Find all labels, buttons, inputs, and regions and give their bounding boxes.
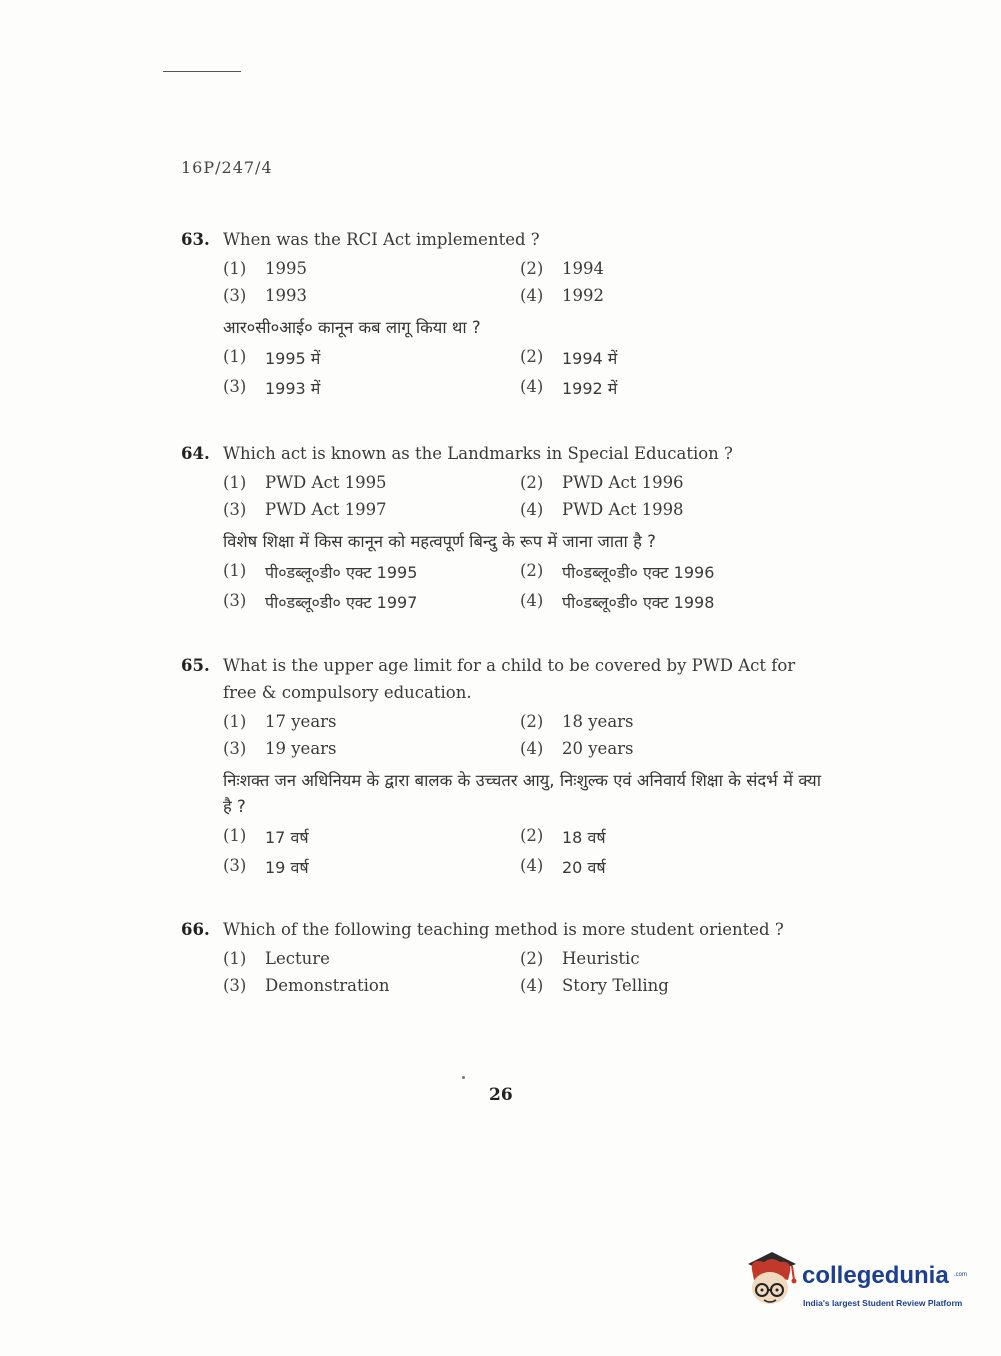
option-3: (3) पी०डब्लू०डी० एक्ट 1997 xyxy=(223,591,418,612)
question-text-en: Which act is known as the Landmarks in Special Education ? xyxy=(223,444,733,463)
question-text-en: When was the RCI Act implemented ? xyxy=(223,230,540,249)
option-4: (4) 1992 xyxy=(520,286,604,305)
question-63 xyxy=(181,226,821,399)
option-2: (2) Heuristic xyxy=(520,949,640,968)
question-text-en: Which of the following teaching method is more student oriented ? xyxy=(223,920,784,939)
options-en xyxy=(223,259,821,305)
paper-code: 16P/247/4 xyxy=(181,158,273,177)
logo-tagline: India's largest Student Review Platform xyxy=(803,1298,963,1308)
option-3: (3) 19 वर्ष xyxy=(223,856,309,877)
option-1: (1) 1995 में xyxy=(223,347,321,368)
option-1: (1) 17 वर्ष xyxy=(223,826,309,847)
option-3: (3) 19 years xyxy=(223,739,337,758)
options-en xyxy=(223,949,821,995)
option-2: (2) 18 वर्ष xyxy=(520,826,606,847)
option-3: (3) 1993 xyxy=(223,286,307,305)
option-2: (2) पी०डब्लू०डी० एक्ट 1996 xyxy=(520,561,715,582)
question-number: 66. xyxy=(181,920,210,939)
options-hi xyxy=(223,561,821,613)
question-66 xyxy=(181,916,821,995)
option-1: (1) 1995 xyxy=(223,259,307,278)
options-hi xyxy=(223,826,821,878)
option-4: (4) Story Telling xyxy=(520,976,669,995)
question-text-en: What is the upper age limit for a child to be covered by PWD Act for free & compulsory education. xyxy=(223,656,796,702)
option-2: (2) 1994 xyxy=(520,259,604,278)
question-text-hi: निःशक्त जन अधिनियम के द्वारा बालक के उच्चतर आयु, निःशुल्क एवं अनिवार्य शिक्षा के संदर्भ में क्या है ? xyxy=(223,771,821,816)
option-4: (4) पी०डब्लू०डी० एक्ट 1998 xyxy=(520,591,715,612)
collegedunia-logo xyxy=(742,1250,972,1320)
question-number: 64. xyxy=(181,444,210,463)
question-number: 63. xyxy=(181,230,210,249)
question-text-hi: आर०सी०आई० कानून कब लागू किया था ? xyxy=(223,318,481,337)
question-text-hi: विशेष शिक्षा में किस कानून को महत्वपूर्ण बिन्दु के रूप में जाना जाता है ? xyxy=(223,532,656,551)
option-1: (1) PWD Act 1995 xyxy=(223,473,387,492)
top-rule xyxy=(163,71,241,72)
options-en xyxy=(223,712,821,758)
option-3: (3) PWD Act 1997 xyxy=(223,500,387,519)
logo-domain: .com xyxy=(954,1272,968,1278)
option-1: (1) पी०डब्लू०डी० एक्ट 1995 xyxy=(223,561,418,582)
question-number: 65. xyxy=(181,656,210,675)
option-1: (1) 17 years xyxy=(223,712,337,731)
question-65 xyxy=(181,652,821,878)
option-1: (1) Lecture xyxy=(223,949,330,968)
option-3: (3) Demonstration xyxy=(223,976,390,995)
option-4: (4) 20 years xyxy=(520,739,634,758)
option-4: (4) 20 वर्ष xyxy=(520,856,606,877)
option-2: (2) PWD Act 1996 xyxy=(520,473,684,492)
options-en xyxy=(223,473,821,519)
mascot-icon xyxy=(742,1250,800,1314)
option-4: (4) PWD Act 1998 xyxy=(520,500,684,519)
option-3: (3) 1993 में xyxy=(223,377,321,398)
page-number: 26 xyxy=(489,1085,513,1105)
option-2: (2) 18 years xyxy=(520,712,634,731)
scan-speck xyxy=(462,1076,465,1079)
option-2: (2) 1994 में xyxy=(520,347,618,368)
options-hi xyxy=(223,347,821,399)
logo-brand: collegedunia xyxy=(802,1262,949,1289)
option-4: (4) 1992 में xyxy=(520,377,618,398)
question-64 xyxy=(181,440,821,613)
